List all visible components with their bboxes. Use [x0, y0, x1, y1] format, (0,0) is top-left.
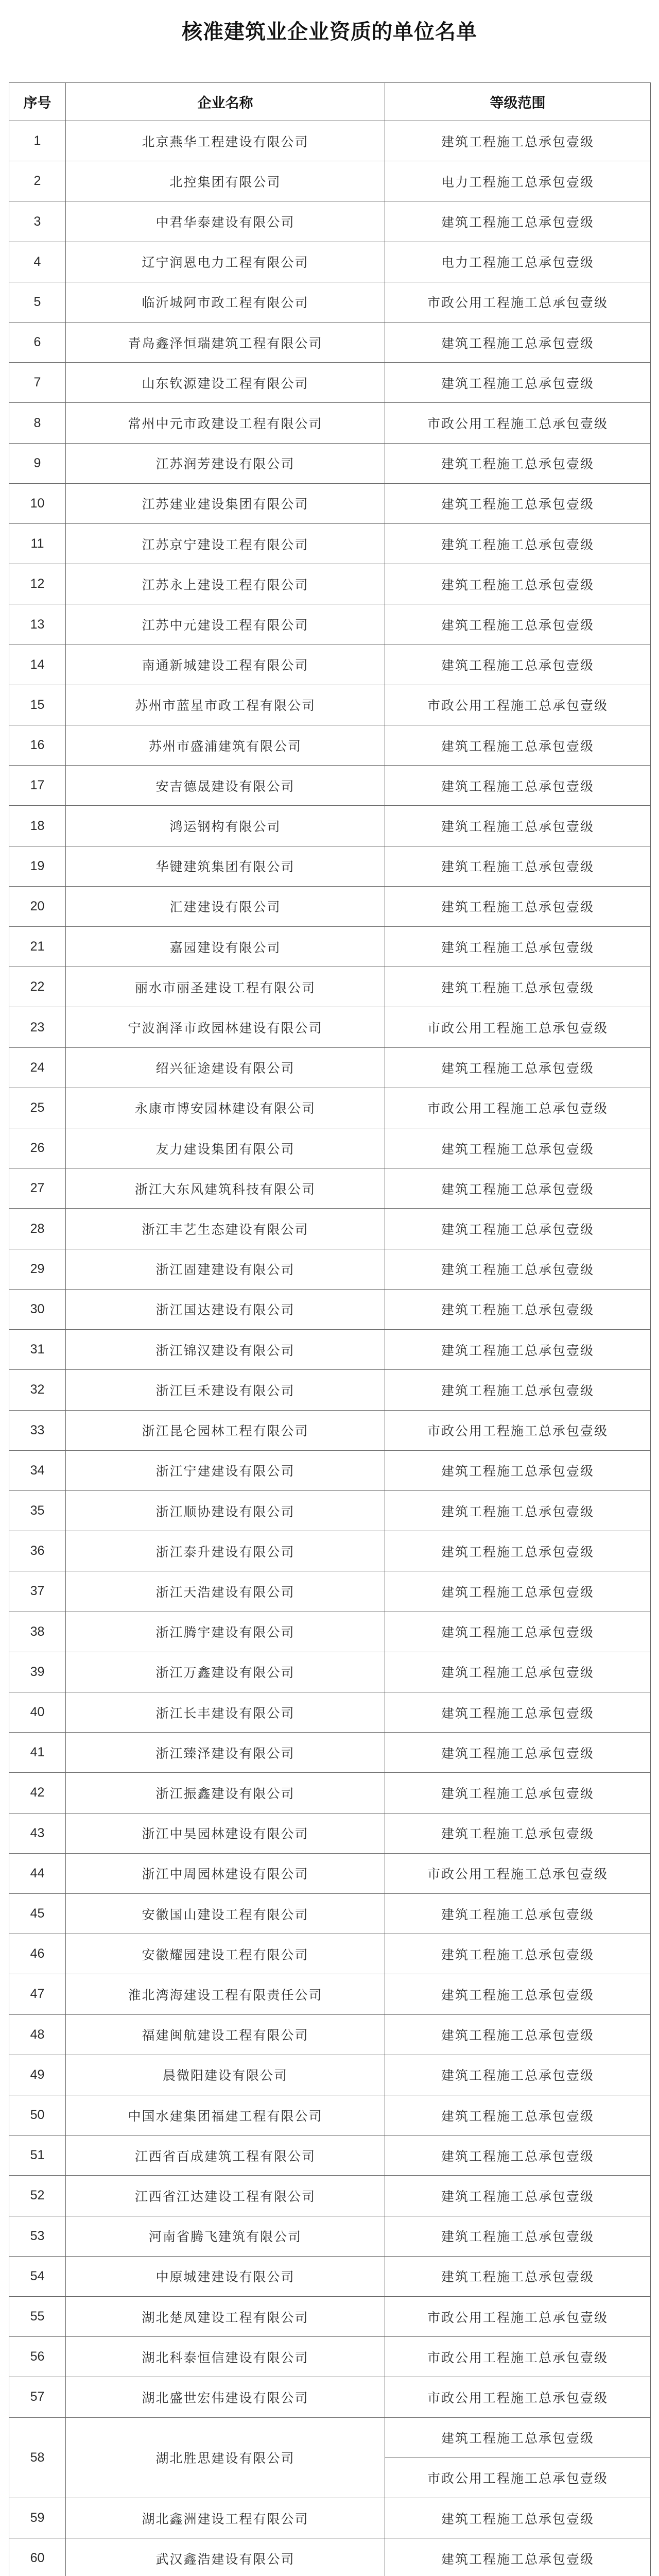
cell-company-name: 福建闽航建设工程有限公司	[66, 2014, 385, 2055]
table-row	[9, 443, 651, 483]
cell-company-name: 浙江巨禾建设有限公司	[66, 1370, 385, 1410]
cell-no: 10	[9, 483, 66, 523]
cell-no: 13	[9, 604, 66, 645]
cell-company-name: 苏州市蓝星市政工程有限公司	[66, 685, 385, 725]
table-row	[9, 2095, 651, 2135]
cell-no: 38	[9, 1612, 66, 1652]
cell-qualification-scope: 建筑工程施工总承包壹级	[385, 846, 651, 886]
cell-qualification-scope: 建筑工程施工总承包壹级	[385, 1330, 651, 1370]
cell-no: 45	[9, 1893, 66, 1934]
cell-no: 21	[9, 927, 66, 967]
cell-no: 22	[9, 967, 66, 1007]
table-row	[9, 1007, 651, 1047]
cell-qualification-scope: 建筑工程施工总承包壹级	[385, 2538, 651, 2576]
cell-qualification-scope: 建筑工程施工总承包壹级	[385, 2256, 651, 2296]
cell-qualification-scope: 建筑工程施工总承包壹级	[385, 323, 651, 363]
table-row	[9, 806, 651, 846]
cell-no: 29	[9, 1249, 66, 1289]
cell-company-name: 浙江锦汉建设有限公司	[66, 1330, 385, 1370]
cell-company-name: 浙江中周园林建设有限公司	[66, 1853, 385, 1893]
cell-no: 36	[9, 1531, 66, 1571]
cell-no: 20	[9, 886, 66, 926]
table-row	[9, 1733, 651, 1773]
table-row	[9, 1490, 651, 1531]
cell-company-name: 华键建筑集团有限公司	[66, 846, 385, 886]
cell-qualification-scope: 市政公用工程施工总承包壹级	[385, 403, 651, 443]
cell-qualification-scope: 建筑工程施工总承包壹级	[385, 1249, 651, 1289]
cell-no: 53	[9, 2216, 66, 2256]
table-row	[9, 363, 651, 403]
table-row	[9, 524, 651, 564]
cell-qualification-scope: 建筑工程施工总承包壹级	[385, 1531, 651, 1571]
cell-qualification-scope: 建筑工程施工总承包壹级	[385, 1813, 651, 1853]
cell-no: 11	[9, 524, 66, 564]
table-row	[9, 2296, 651, 2336]
table-row	[9, 1088, 651, 1128]
cell-no: 49	[9, 2055, 66, 2095]
cell-no: 4	[9, 242, 66, 282]
cell-company-name: 中国水建集团福建工程有限公司	[66, 2095, 385, 2135]
cell-no: 41	[9, 1733, 66, 1773]
cell-company-name: 江苏建业建设集团有限公司	[66, 483, 385, 523]
cell-company-name: 浙江中昊园林建设有限公司	[66, 1813, 385, 1853]
table-row	[9, 645, 651, 685]
table-row	[9, 2256, 651, 2296]
cell-no: 37	[9, 1571, 66, 1612]
table-row	[9, 1047, 651, 1088]
cell-qualification-scope: 建筑工程施工总承包壹级	[385, 1974, 651, 2014]
cell-qualification-scope: 建筑工程施工总承包壹级	[385, 645, 651, 685]
cell-no: 55	[9, 2296, 66, 2336]
cell-no: 5	[9, 282, 66, 322]
cell-qualification-scope: 建筑工程施工总承包壹级	[385, 2216, 651, 2256]
cell-company-name: 中君华泰建设有限公司	[66, 201, 385, 242]
table-row	[9, 403, 651, 443]
cell-company-name: 宁波润泽市政园林建设有限公司	[66, 1007, 385, 1047]
table-row	[9, 2337, 651, 2377]
cell-qualification-scope: 建筑工程施工总承包壹级	[385, 2136, 651, 2176]
table-row	[9, 2417, 651, 2458]
cell-qualification-scope: 建筑工程施工总承包壹级	[385, 524, 651, 564]
cell-qualification-scope: 建筑工程施工总承包壹级	[385, 1934, 651, 1974]
cell-company-name: 浙江腾宇建设有限公司	[66, 1612, 385, 1652]
cell-company-name: 湖北盛世宏伟建设有限公司	[66, 2377, 385, 2417]
cell-company-name: 安吉德晟建设有限公司	[66, 766, 385, 806]
table-row	[9, 483, 651, 523]
cell-no: 32	[9, 1370, 66, 1410]
cell-company-name: 绍兴征途建设有限公司	[66, 1047, 385, 1088]
cell-no: 6	[9, 323, 66, 363]
cell-company-name: 浙江国达建设有限公司	[66, 1289, 385, 1329]
cell-company-name: 北控集团有限公司	[66, 161, 385, 201]
cell-no: 14	[9, 645, 66, 685]
table-row	[9, 1974, 651, 2014]
table-row	[9, 1692, 651, 1732]
cell-qualification-scope: 建筑工程施工总承包壹级	[385, 2055, 651, 2095]
cell-company-name: 江苏永上建设工程有限公司	[66, 564, 385, 604]
cell-no: 26	[9, 1128, 66, 1168]
cell-no: 50	[9, 2095, 66, 2135]
cell-qualification-scope: 市政公用工程施工总承包壹级	[385, 2377, 651, 2417]
cell-no: 33	[9, 1410, 66, 1450]
cell-company-name: 浙江宁建建设有限公司	[66, 1450, 385, 1490]
header-no: 序号	[9, 83, 66, 121]
cell-no: 17	[9, 766, 66, 806]
cell-company-name: 安徽国山建设工程有限公司	[66, 1893, 385, 1934]
table-row	[9, 1813, 651, 1853]
table-row	[9, 282, 651, 322]
cell-qualification-scope: 电力工程施工总承包壹级	[385, 242, 651, 282]
table-row	[9, 1330, 651, 1370]
header-scope: 等级范围	[385, 83, 651, 121]
cell-qualification-scope: 建筑工程施工总承包壹级	[385, 1370, 651, 1410]
table-row	[9, 1612, 651, 1652]
cell-qualification-scope: 建筑工程施工总承包壹级	[385, 121, 651, 161]
cell-qualification-scope: 市政公用工程施工总承包壹级	[385, 1088, 651, 1128]
cell-no: 9	[9, 443, 66, 483]
cell-no: 34	[9, 1450, 66, 1490]
cell-qualification-scope: 建筑工程施工总承包壹级	[385, 1209, 651, 1249]
cell-company-name: 湖北楚凤建设工程有限公司	[66, 2296, 385, 2336]
cell-no: 44	[9, 1853, 66, 1893]
cell-qualification-scope: 建筑工程施工总承包壹级	[385, 886, 651, 926]
cell-company-name: 青岛鑫泽恒瑞建筑工程有限公司	[66, 323, 385, 363]
cell-company-name: 江西省江达建设工程有限公司	[66, 2176, 385, 2216]
cell-company-name: 淮北湾海建设工程有限责任公司	[66, 1974, 385, 2014]
cell-no: 58	[9, 2417, 66, 2498]
cell-no: 52	[9, 2176, 66, 2216]
cell-no: 8	[9, 403, 66, 443]
cell-no: 60	[9, 2538, 66, 2576]
cell-qualification-scope: 电力工程施工总承包壹级	[385, 161, 651, 201]
cell-no: 15	[9, 685, 66, 725]
cell-qualification-scope: 建筑工程施工总承包壹级	[385, 1773, 651, 1813]
header-name: 企业名称	[66, 83, 385, 121]
cell-company-name: 浙江顺协建设有限公司	[66, 1490, 385, 1531]
table-row	[9, 1410, 651, 1450]
cell-qualification-scope: 建筑工程施工总承包壹级	[385, 1047, 651, 1088]
table-row	[9, 323, 651, 363]
cell-qualification-scope: 建筑工程施工总承包壹级	[385, 806, 651, 846]
cell-no: 59	[9, 2498, 66, 2538]
cell-company-name: 北京燕华工程建设有限公司	[66, 121, 385, 161]
cell-no: 18	[9, 806, 66, 846]
cell-no: 57	[9, 2377, 66, 2417]
cell-qualification-scope: 建筑工程施工总承包壹级	[385, 604, 651, 645]
cell-qualification-scope: 市政公用工程施工总承包壹级	[385, 282, 651, 322]
cell-company-name: 嘉园建设有限公司	[66, 927, 385, 967]
cell-qualification-scope: 建筑工程施工总承包壹级	[385, 967, 651, 1007]
cell-company-name: 江苏中元建设工程有限公司	[66, 604, 385, 645]
table-row	[9, 1531, 651, 1571]
cell-qualification-scope: 建筑工程施工总承包壹级	[385, 483, 651, 523]
table-row	[9, 766, 651, 806]
table-header-row	[9, 83, 651, 121]
cell-no: 28	[9, 1209, 66, 1249]
table-row	[9, 927, 651, 967]
cell-qualification-scope: 市政公用工程施工总承包壹级	[385, 1410, 651, 1450]
table-row	[9, 242, 651, 282]
cell-no: 1	[9, 121, 66, 161]
cell-no: 31	[9, 1330, 66, 1370]
cell-qualification-scope: 市政公用工程施工总承包壹级	[385, 2296, 651, 2336]
cell-qualification-scope: 建筑工程施工总承包壹级	[385, 1289, 651, 1329]
table-row	[9, 1249, 651, 1289]
cell-no: 19	[9, 846, 66, 886]
cell-company-name: 浙江大东风建筑科技有限公司	[66, 1168, 385, 1209]
table-row	[9, 1209, 651, 1249]
cell-company-name: 辽宁润恩电力工程有限公司	[66, 242, 385, 282]
cell-company-name: 丽水市丽圣建设工程有限公司	[66, 967, 385, 1007]
table-row	[9, 1853, 651, 1893]
table-row	[9, 2216, 651, 2256]
cell-no: 27	[9, 1168, 66, 1209]
cell-company-name: 江苏润芳建设有限公司	[66, 443, 385, 483]
cell-no: 3	[9, 201, 66, 242]
cell-no: 24	[9, 1047, 66, 1088]
table-row	[9, 161, 651, 201]
table-row	[9, 2014, 651, 2055]
cell-company-name: 晨微阳建设有限公司	[66, 2055, 385, 2095]
table-row	[9, 1773, 651, 1813]
cell-qualification-scope: 建筑工程施工总承包壹级	[385, 2417, 651, 2458]
cell-no: 51	[9, 2136, 66, 2176]
table-row	[9, 2055, 651, 2095]
table-row	[9, 604, 651, 645]
cell-no: 7	[9, 363, 66, 403]
cell-no: 48	[9, 2014, 66, 2055]
cell-qualification-scope: 市政公用工程施工总承包壹级	[385, 685, 651, 725]
cell-qualification-scope: 建筑工程施工总承包壹级	[385, 201, 651, 242]
table-row	[9, 1128, 651, 1168]
cell-qualification-scope: 建筑工程施工总承包壹级	[385, 1612, 651, 1652]
cell-no: 46	[9, 1934, 66, 1974]
cell-qualification-scope: 建筑工程施工总承包壹级	[385, 2014, 651, 2055]
cell-company-name: 浙江固建建设有限公司	[66, 1249, 385, 1289]
cell-no: 42	[9, 1773, 66, 1813]
table-row	[9, 2176, 651, 2216]
table-row	[9, 2136, 651, 2176]
cell-qualification-scope: 建筑工程施工总承包壹级	[385, 1652, 651, 1692]
cell-no: 35	[9, 1490, 66, 1531]
table-row	[9, 2538, 651, 2576]
cell-company-name: 湖北胜思建设有限公司	[66, 2417, 385, 2498]
cell-qualification-scope: 建筑工程施工总承包壹级	[385, 1168, 651, 1209]
cell-qualification-scope: 市政公用工程施工总承包壹级	[385, 1007, 651, 1047]
cell-qualification-scope: 建筑工程施工总承包壹级	[385, 1571, 651, 1612]
cell-company-name: 苏州市盛浦建筑有限公司	[66, 725, 385, 766]
cell-company-name: 江西省百成建筑工程有限公司	[66, 2136, 385, 2176]
cell-no: 25	[9, 1088, 66, 1128]
cell-company-name: 永康市博安园林建设有限公司	[66, 1088, 385, 1128]
table-row	[9, 1571, 651, 1612]
cell-company-name: 浙江丰艺生态建设有限公司	[66, 1209, 385, 1249]
table-row	[9, 201, 651, 242]
cell-company-name: 浙江天浩建设有限公司	[66, 1571, 385, 1612]
table-row	[9, 2377, 651, 2417]
cell-no: 2	[9, 161, 66, 201]
table-row	[9, 1370, 651, 1410]
cell-qualification-scope: 建筑工程施工总承包壹级	[385, 1490, 651, 1531]
cell-qualification-scope: 建筑工程施工总承包壹级	[385, 766, 651, 806]
cell-company-name: 浙江昆仑园林工程有限公司	[66, 1410, 385, 1450]
cell-no: 40	[9, 1692, 66, 1732]
table-row	[9, 1168, 651, 1209]
cell-company-name: 汇建建设有限公司	[66, 886, 385, 926]
cell-qualification-scope: 建筑工程施工总承包壹级	[385, 927, 651, 967]
table-row	[9, 121, 651, 161]
cell-company-name: 鸿运钢构有限公司	[66, 806, 385, 846]
cell-qualification-scope: 建筑工程施工总承包壹级	[385, 443, 651, 483]
cell-company-name: 浙江万鑫建设有限公司	[66, 1652, 385, 1692]
table-row	[9, 725, 651, 766]
cell-qualification-scope: 建筑工程施工总承包壹级	[385, 564, 651, 604]
table-row	[9, 1289, 651, 1329]
cell-qualification-scope: 建筑工程施工总承包壹级	[385, 1692, 651, 1732]
cell-company-name: 江苏京宁建设工程有限公司	[66, 524, 385, 564]
cell-qualification-scope: 建筑工程施工总承包壹级	[385, 1893, 651, 1934]
cell-no: 39	[9, 1652, 66, 1692]
cell-company-name: 河南省腾飞建筑有限公司	[66, 2216, 385, 2256]
cell-company-name: 浙江振鑫建设有限公司	[66, 1773, 385, 1813]
page-title: 核准建筑业企业资质的单位名单	[182, 20, 477, 44]
cell-company-name: 中原城建建设有限公司	[66, 2256, 385, 2296]
cell-qualification-scope: 建筑工程施工总承包壹级	[385, 2498, 651, 2538]
cell-company-name: 友力建设集团有限公司	[66, 1128, 385, 1168]
cell-company-name: 浙江泰升建设有限公司	[66, 1531, 385, 1571]
cell-no: 56	[9, 2337, 66, 2377]
cell-company-name: 安徽耀园建设工程有限公司	[66, 1934, 385, 1974]
table-body	[9, 121, 651, 2576]
table-row	[9, 1450, 651, 1490]
cell-company-name: 山东钦源建设工程有限公司	[66, 363, 385, 403]
cell-company-name: 浙江长丰建设有限公司	[66, 1692, 385, 1732]
cell-qualification-scope: 建筑工程施工总承包壹级	[385, 1450, 651, 1490]
cell-qualification-scope: 建筑工程施工总承包壹级	[385, 363, 651, 403]
cell-company-name: 浙江臻泽建设有限公司	[66, 1733, 385, 1773]
cell-qualification-scope: 市政公用工程施工总承包壹级	[385, 2458, 651, 2498]
cell-no: 43	[9, 1813, 66, 1853]
table-row	[9, 886, 651, 926]
table-row	[9, 1652, 651, 1692]
table-row	[9, 2498, 651, 2538]
cell-qualification-scope: 建筑工程施工总承包壹级	[385, 2095, 651, 2135]
cell-company-name: 湖北科泰恒信建设有限公司	[66, 2337, 385, 2377]
table-row	[9, 846, 651, 886]
cell-qualification-scope: 建筑工程施工总承包壹级	[385, 2176, 651, 2216]
cell-no: 16	[9, 725, 66, 766]
table-row	[9, 564, 651, 604]
cell-no: 23	[9, 1007, 66, 1047]
cell-company-name: 临沂城阿市政工程有限公司	[66, 282, 385, 322]
cell-company-name: 湖北鑫洲建设工程有限公司	[66, 2498, 385, 2538]
approval-table	[9, 82, 651, 2576]
cell-no: 12	[9, 564, 66, 604]
cell-qualification-scope: 建筑工程施工总承包壹级	[385, 1733, 651, 1773]
cell-qualification-scope: 市政公用工程施工总承包壹级	[385, 1853, 651, 1893]
cell-qualification-scope: 建筑工程施工总承包壹级	[385, 1128, 651, 1168]
table-row	[9, 967, 651, 1007]
table-row	[9, 685, 651, 725]
cell-no: 47	[9, 1974, 66, 2014]
cell-qualification-scope: 建筑工程施工总承包壹级	[385, 725, 651, 766]
table-row	[9, 1934, 651, 1974]
cell-qualification-scope: 市政公用工程施工总承包壹级	[385, 2337, 651, 2377]
cell-no: 30	[9, 1289, 66, 1329]
cell-company-name: 南通新城建设工程有限公司	[66, 645, 385, 685]
table-row	[9, 1893, 651, 1934]
cell-company-name: 武汉鑫浩建设有限公司	[66, 2538, 385, 2576]
cell-no: 54	[9, 2256, 66, 2296]
cell-company-name: 常州中元市政建设工程有限公司	[66, 403, 385, 443]
